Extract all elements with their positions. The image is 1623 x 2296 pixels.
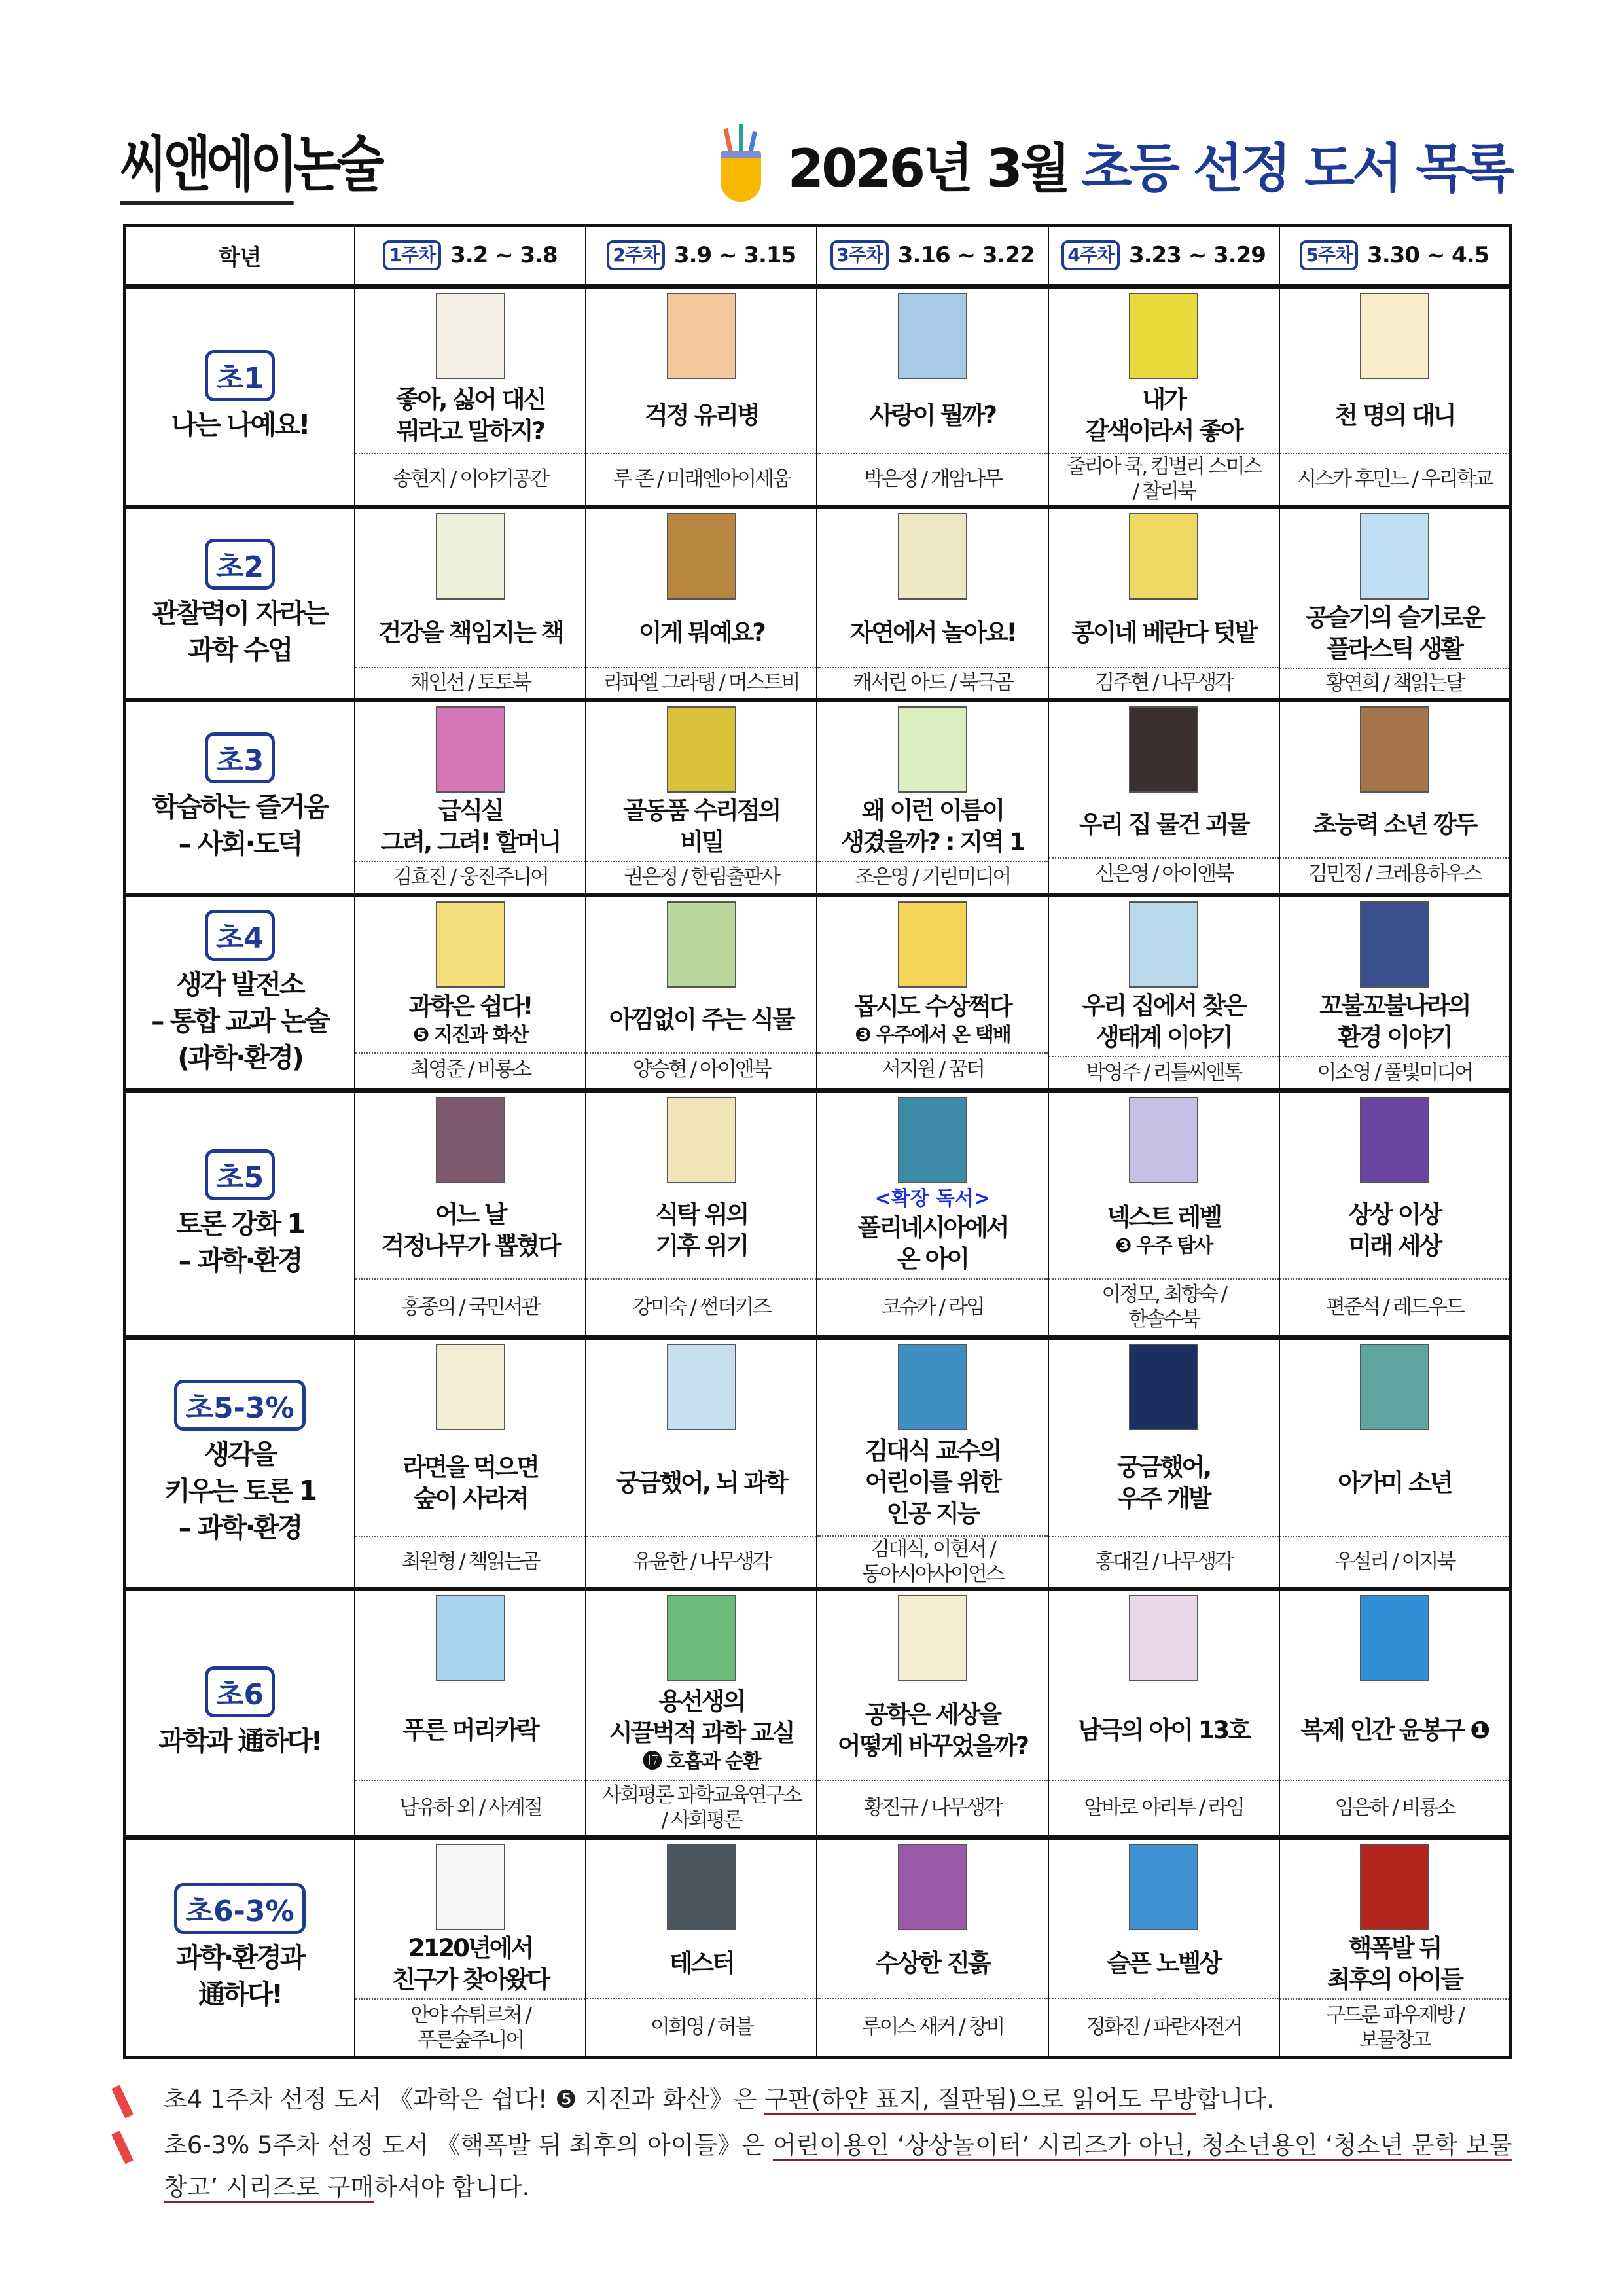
grade-badge: 초1	[205, 350, 275, 401]
book-cover-image	[1129, 1344, 1198, 1430]
week-header	[817, 226, 1048, 286]
book-title: 콩이네 베란다 텃밭	[1071, 619, 1256, 647]
logo-part-1: 씨앤에이	[120, 130, 293, 205]
book-cell	[586, 895, 817, 1090]
book-subtitle: ❸ 우주 탐사	[1115, 1234, 1213, 1257]
book-title: 아가미 소년	[1338, 1468, 1452, 1497]
book-cell	[1279, 1588, 1510, 1837]
book-cover-image	[1360, 513, 1429, 600]
book-title: 용선생의 시끌벅적 과학 교실	[609, 1687, 794, 1747]
book-cell	[355, 1837, 586, 2058]
grade-badge: 초3	[205, 732, 275, 783]
book-author-publisher: 황연희 / 책읽는달	[1280, 668, 1509, 698]
book-cell	[1048, 1337, 1279, 1588]
book-cell	[817, 507, 1048, 700]
grade-badge: 초6-3%	[174, 1883, 305, 1934]
book-cover-image	[1129, 706, 1198, 793]
book-cover-image	[1129, 1097, 1198, 1183]
grade-cell	[124, 1588, 355, 1837]
grade-badge: 초5-3%	[174, 1380, 305, 1431]
book-cell	[1279, 700, 1510, 895]
book-cover-image	[436, 901, 505, 988]
grade-row	[124, 1588, 1510, 1837]
book-author-publisher: 홍종의 / 국민서관	[355, 1278, 585, 1335]
book-title: 천 명의 대니	[1334, 401, 1455, 429]
book-author-publisher: 송현지 / 이야기공간	[355, 453, 585, 505]
book-author-publisher: 알바로 야리투 / 라임	[1049, 1780, 1279, 1835]
week-badge: 5주차	[1300, 240, 1358, 270]
book-title: 자연에서 놀아요!	[849, 619, 1016, 647]
book-title: 라면을 먹으면 숲이 사라져	[402, 1452, 538, 1513]
grade-badge: 초4	[205, 910, 275, 961]
note	[118, 2125, 1518, 2208]
book-title: 핵폭발 뒤 최후의 아이들	[1327, 1933, 1463, 1994]
pencil-cup-icon	[715, 124, 768, 203]
book-cell	[1048, 1588, 1279, 1837]
book-cover-image	[898, 1344, 967, 1430]
grade-row	[124, 895, 1510, 1090]
book-author-publisher: 홍대길 / 나무생각	[1049, 1536, 1279, 1587]
grade-cell	[124, 1837, 355, 2058]
book-title: 김대식 교수의 어린이를 위한 인공 지능	[865, 1437, 1001, 1528]
book-cell	[586, 1090, 817, 1337]
book-author-publisher: 라파엘 그라탱 / 머스트비	[586, 667, 816, 697]
book-title: 꼬불꼬불나라의 환경 이야기	[1319, 991, 1470, 1051]
grade-label: 관찰력이 자라는 과학 수업	[152, 597, 328, 666]
book-title: 슬픈 노벨상	[1107, 1949, 1221, 1977]
book-title: 왜 이런 이름이 생겼을까? : 지역 1	[841, 796, 1024, 856]
book-author-publisher: 김효진 / 웅진주니어	[355, 861, 585, 893]
book-author-publisher: 시스카 후민느 / 우리학교	[1280, 453, 1509, 505]
book-cell	[817, 1588, 1048, 1837]
book-cell	[586, 1837, 817, 2058]
grade-cell	[124, 286, 355, 507]
book-cell	[817, 286, 1048, 507]
book-cover-image	[1360, 1344, 1429, 1430]
book-cover-image	[1360, 1595, 1429, 1681]
book-subtitle: ❺ 지진과 화산	[412, 1024, 528, 1047]
grade-label: 과학과 通하다!	[158, 1725, 321, 1757]
book-author-publisher: 박은정 / 개암나무	[817, 453, 1047, 505]
book-author-publisher: 편준석 / 레드우드	[1280, 1278, 1509, 1335]
book-author-publisher: 서지원 / 꿈터	[817, 1052, 1047, 1085]
book-cover-image	[1360, 901, 1429, 988]
week-badge: 2주차	[607, 240, 665, 270]
week-header	[586, 226, 817, 286]
book-title: 걱정 유리병	[644, 401, 758, 429]
book-cover-image	[667, 1344, 736, 1430]
book-cell	[355, 700, 586, 895]
book-title: 우리 집에서 찾은 생태계 이야기	[1082, 991, 1245, 1051]
title-date: 2026년 3월	[787, 137, 1069, 199]
book-title: 과학은 쉽다!	[408, 992, 532, 1020]
book-cover-image	[436, 293, 505, 379]
note-underlined: 어린이용인 ‘상상놀이터’ 시리즈가 아닌, 청소년용인 ‘청소년 문학 보물 창고’ 시리즈로 구매	[164, 2131, 1512, 2203]
grade-cell	[124, 700, 355, 895]
book-cover-image	[1129, 901, 1198, 988]
book-cell	[355, 507, 586, 700]
book-title: 우리 집 물건 괴물	[1079, 810, 1249, 838]
book-author-publisher: 조은영 / 기린미디어	[817, 861, 1047, 893]
book-author-publisher: 양승현 / 아이앤북	[586, 1052, 816, 1085]
book-subtitle: ❸ 우주에서 온 택배	[855, 1024, 1010, 1047]
book-cell	[817, 1837, 1048, 2058]
grade-cell	[124, 507, 355, 700]
book-author-publisher: 이정모, 최향숙 / 한솔수북	[1049, 1278, 1279, 1335]
book-author-publisher: 강미숙 / 썬더키즈	[586, 1278, 816, 1335]
book-title: 급식실 그려, 그려! 할머니	[380, 796, 560, 856]
grade-label: 토론 강화 1 – 과학·환경	[176, 1208, 304, 1276]
header-row	[124, 226, 1510, 286]
book-title: 상상 이상 미래 세상	[1348, 1200, 1441, 1260]
book-cell	[1279, 1090, 1510, 1337]
book-author-publisher: 임은하 / 비룡소	[1280, 1780, 1509, 1835]
book-cover-image	[1129, 293, 1198, 379]
week-range: 3.9 ~ 3.15	[673, 242, 796, 269]
grade-label: 과학·환경과 通하다!	[175, 1942, 304, 2010]
book-cell	[1279, 895, 1510, 1090]
book-author-publisher: 김민정 / 크레용하우스	[1280, 857, 1509, 889]
week-range: 3.30 ~ 4.5	[1367, 242, 1489, 269]
book-cell	[586, 507, 817, 700]
grade-row	[124, 1337, 1510, 1588]
book-author-publisher: 유윤한 / 나무생각	[586, 1536, 816, 1587]
book-cover-image	[436, 1844, 505, 1930]
grade-cell	[124, 895, 355, 1090]
book-cover-image	[898, 706, 967, 793]
book-author-publisher: 채인선 / 토토북	[355, 667, 585, 697]
book-cover-image	[667, 513, 736, 600]
note-text-end: 합니다.	[1196, 2085, 1274, 2113]
week-badge: 4주차	[1061, 240, 1120, 270]
week-badge: 1주차	[383, 240, 441, 270]
grade-row	[124, 286, 1510, 507]
book-cell	[1048, 895, 1279, 1090]
grade-row	[124, 507, 1510, 700]
book-cover-image	[1360, 706, 1429, 793]
week-header	[1279, 226, 1510, 286]
book-cover-image	[667, 1844, 736, 1930]
week-range: 3.2 ~ 3.8	[450, 242, 558, 269]
book-cover-image	[1129, 1844, 1198, 1930]
book-cell	[1048, 507, 1279, 700]
book-cover-image	[1129, 1595, 1198, 1681]
book-cell	[586, 1588, 817, 1837]
note-text: 초6-3% 5주차 선정 도서 《핵폭발 뒤 최후의 아이들》은	[164, 2131, 773, 2159]
book-title: 사랑이 뭘까?	[869, 401, 995, 429]
book-cover-image	[898, 901, 967, 988]
grade-header: 학년	[124, 226, 355, 286]
week-header	[355, 226, 586, 286]
book-author-publisher: 안야 슈튀르처 / 푸른숲주니어	[355, 1998, 585, 2056]
book-author-publisher: 최원형 / 책읽는곰	[355, 1536, 585, 1587]
book-cell	[1279, 1337, 1510, 1588]
book-title: 초능력 소년 깡두	[1313, 810, 1476, 838]
book-title: 내가 갈색이라서 좋아	[1085, 386, 1242, 445]
book-cell	[1279, 1837, 1510, 2058]
book-title: 어느 날 걱정나무가 뽑혔다	[381, 1200, 560, 1260]
grade-label: 나는 나예요!	[171, 408, 309, 440]
book-cover-image	[1360, 1097, 1429, 1183]
book-title: 궁금했어, 뇌 과학	[616, 1468, 787, 1497]
book-title: 넥스트 레벨	[1107, 1203, 1221, 1231]
book-cover-image	[667, 1595, 736, 1681]
book-cell	[817, 1090, 1048, 1337]
book-title: 좋아, 싫어 대신 뭐라고 말하지?	[395, 386, 545, 445]
book-cover-image	[898, 1097, 967, 1183]
book-author-publisher: 줄리아 쿡, 킴벌리 스미스 / 찰리북	[1049, 453, 1279, 505]
book-author-publisher: 김주현 / 나무생각	[1049, 667, 1279, 697]
book-author-publisher: 코슈카 / 라임	[817, 1278, 1047, 1335]
book-cell	[355, 1588, 586, 1837]
grade-row	[124, 1837, 1510, 2058]
book-cover-image	[436, 513, 505, 600]
book-cover-image	[436, 1344, 505, 1430]
book-title: 몹시도 수상쩍다	[854, 992, 1011, 1020]
book-title: 테스터	[669, 1949, 734, 1977]
grade-cell	[124, 1337, 355, 1588]
grade-label: 학습하는 즐거움 – 사회·도덕	[152, 791, 328, 859]
grade-row	[124, 1090, 1510, 1337]
grade-label: 생각 발전소 – 통합 교과 논술 (과학·환경)	[151, 968, 329, 1073]
book-title: 건강을 책임지는 책	[378, 619, 563, 647]
week-range: 3.16 ~ 3.22	[897, 242, 1035, 269]
book-title: 공슬기의 슬기로운 플라스틱 생활	[1305, 603, 1484, 663]
book-author-publisher: 신은영 / 아이앤북	[1049, 857, 1279, 889]
book-cell	[817, 700, 1048, 895]
title-main: 초등 선정 도서 목록	[1081, 137, 1512, 199]
grade-label: 생각을 키우는 토론 1 – 과학·환경	[164, 1439, 316, 1543]
grade-row	[124, 700, 1510, 895]
book-title: 남극의 아이 13호	[1078, 1715, 1250, 1744]
book-cell	[1279, 286, 1510, 507]
book-cover-image	[667, 1097, 736, 1183]
book-cell	[355, 1090, 586, 1337]
book-cell	[355, 286, 586, 507]
book-cell	[355, 1337, 586, 1588]
book-title: 이게 뭐예요?	[638, 619, 764, 647]
book-cell	[1048, 700, 1279, 895]
book-cell	[817, 1337, 1048, 1588]
book-author-publisher: 남유하 외 / 사계절	[355, 1780, 585, 1835]
book-cover-image	[667, 901, 736, 988]
book-cover-image	[1360, 293, 1429, 379]
book-cover-image	[898, 293, 967, 379]
book-cover-image	[436, 1097, 505, 1183]
book-cover-image	[667, 706, 736, 793]
book-cover-image	[1129, 513, 1198, 600]
book-title: 폴리네시아에서 온 아이	[857, 1213, 1008, 1273]
note-text-end: 하셔야 합니다.	[374, 2173, 530, 2201]
week-header	[1048, 226, 1279, 286]
book-author-publisher: 황진규 / 나무생각	[817, 1780, 1047, 1835]
grade-cell	[124, 1090, 355, 1337]
book-title: 아낌없이 주는 식물	[609, 1005, 794, 1033]
book-cell	[586, 700, 817, 895]
book-cover-image	[667, 293, 736, 379]
book-cell	[1048, 1090, 1279, 1337]
book-title: 궁금했어, 우주 개발	[1117, 1452, 1211, 1513]
book-title: 공학은 세상을 어떻게 바꾸었을까?	[837, 1700, 1028, 1760]
grade-badge: 초6	[205, 1666, 275, 1717]
book-cell	[355, 895, 586, 1090]
week-range: 3.23 ~ 3.29	[1128, 242, 1266, 269]
book-author-publisher: 캐서린 아드 / 북극곰	[817, 667, 1047, 697]
grade-badge: 초2	[205, 539, 275, 590]
book-cover-image	[898, 1595, 967, 1681]
book-cover-image	[898, 1844, 967, 1930]
note	[118, 2079, 1518, 2121]
book-author-publisher: 구드룬 파우제방 / 보물창고	[1280, 1998, 1509, 2056]
book-author-publisher: 루 존 / 미래엔아이세움	[586, 453, 816, 505]
book-cell	[1048, 1837, 1279, 2058]
book-author-publisher: 정화진 / 파란자전거	[1049, 1998, 1279, 2056]
book-author-publisher: 김대식, 이현서 / 동아시아사이언스	[817, 1535, 1047, 1587]
week-badge: 3주차	[830, 240, 889, 270]
book-title: 식탁 위의 기후 위기	[655, 1200, 748, 1260]
book-author-publisher: 이소영 / 풀빛미디어	[1280, 1056, 1509, 1088]
book-author-publisher: 루이스 새커 / 창비	[817, 1998, 1047, 2056]
brand-logo	[120, 117, 380, 203]
book-cell	[586, 286, 817, 507]
book-author-publisher: 박영주 / 리틀씨앤톡	[1049, 1056, 1279, 1088]
notes	[118, 2079, 1518, 2212]
book-title: 골동품 수리점의 비밀	[623, 796, 780, 856]
book-cell	[1279, 507, 1510, 700]
page-title	[715, 124, 1512, 203]
book-cover-image	[898, 513, 967, 600]
book-list-table	[123, 224, 1512, 2059]
book-author-publisher: 우설리 / 이지북	[1280, 1536, 1509, 1587]
book-subtitle: ⓱ 호흡과 순환	[642, 1749, 760, 1773]
book-title: 수상한 진흙	[876, 1949, 990, 1977]
pencil-icon	[111, 2130, 134, 2164]
grade-badge: 초5	[205, 1149, 275, 1200]
book-title: 2120년에서 친구가 찾아왔다	[392, 1933, 549, 1994]
extended-reading-tag: <확장 독서>	[874, 1187, 991, 1210]
book-author-publisher: 이희영 / 허블	[586, 1998, 816, 2056]
logo-part-2: 논술	[293, 130, 380, 200]
book-author-publisher: 사회평론 과학교육연구소 / 사회평론	[586, 1780, 816, 1835]
book-author-publisher: 권은정 / 한림출판사	[586, 861, 816, 893]
book-cover-image	[436, 706, 505, 793]
book-cell	[1048, 286, 1279, 507]
book-cover-image	[436, 1595, 505, 1681]
book-title: 복제 인간 윤봉구 ❶	[1300, 1715, 1489, 1744]
book-cell	[817, 895, 1048, 1090]
book-title: 푸른 머리카락	[402, 1715, 538, 1744]
book-author-publisher: 최영준 / 비룡소	[355, 1052, 585, 1085]
note-underlined: 구판(하얀 표지, 절판됨)으로 읽어도 무방	[764, 2085, 1196, 2115]
book-cover-image	[1360, 1844, 1429, 1930]
book-cell	[586, 1337, 817, 1588]
pencil-icon	[111, 2085, 134, 2118]
note-text: 초4 1주차 선정 도서 《과학은 쉽다! ❺ 지진과 화산》은	[164, 2085, 765, 2113]
